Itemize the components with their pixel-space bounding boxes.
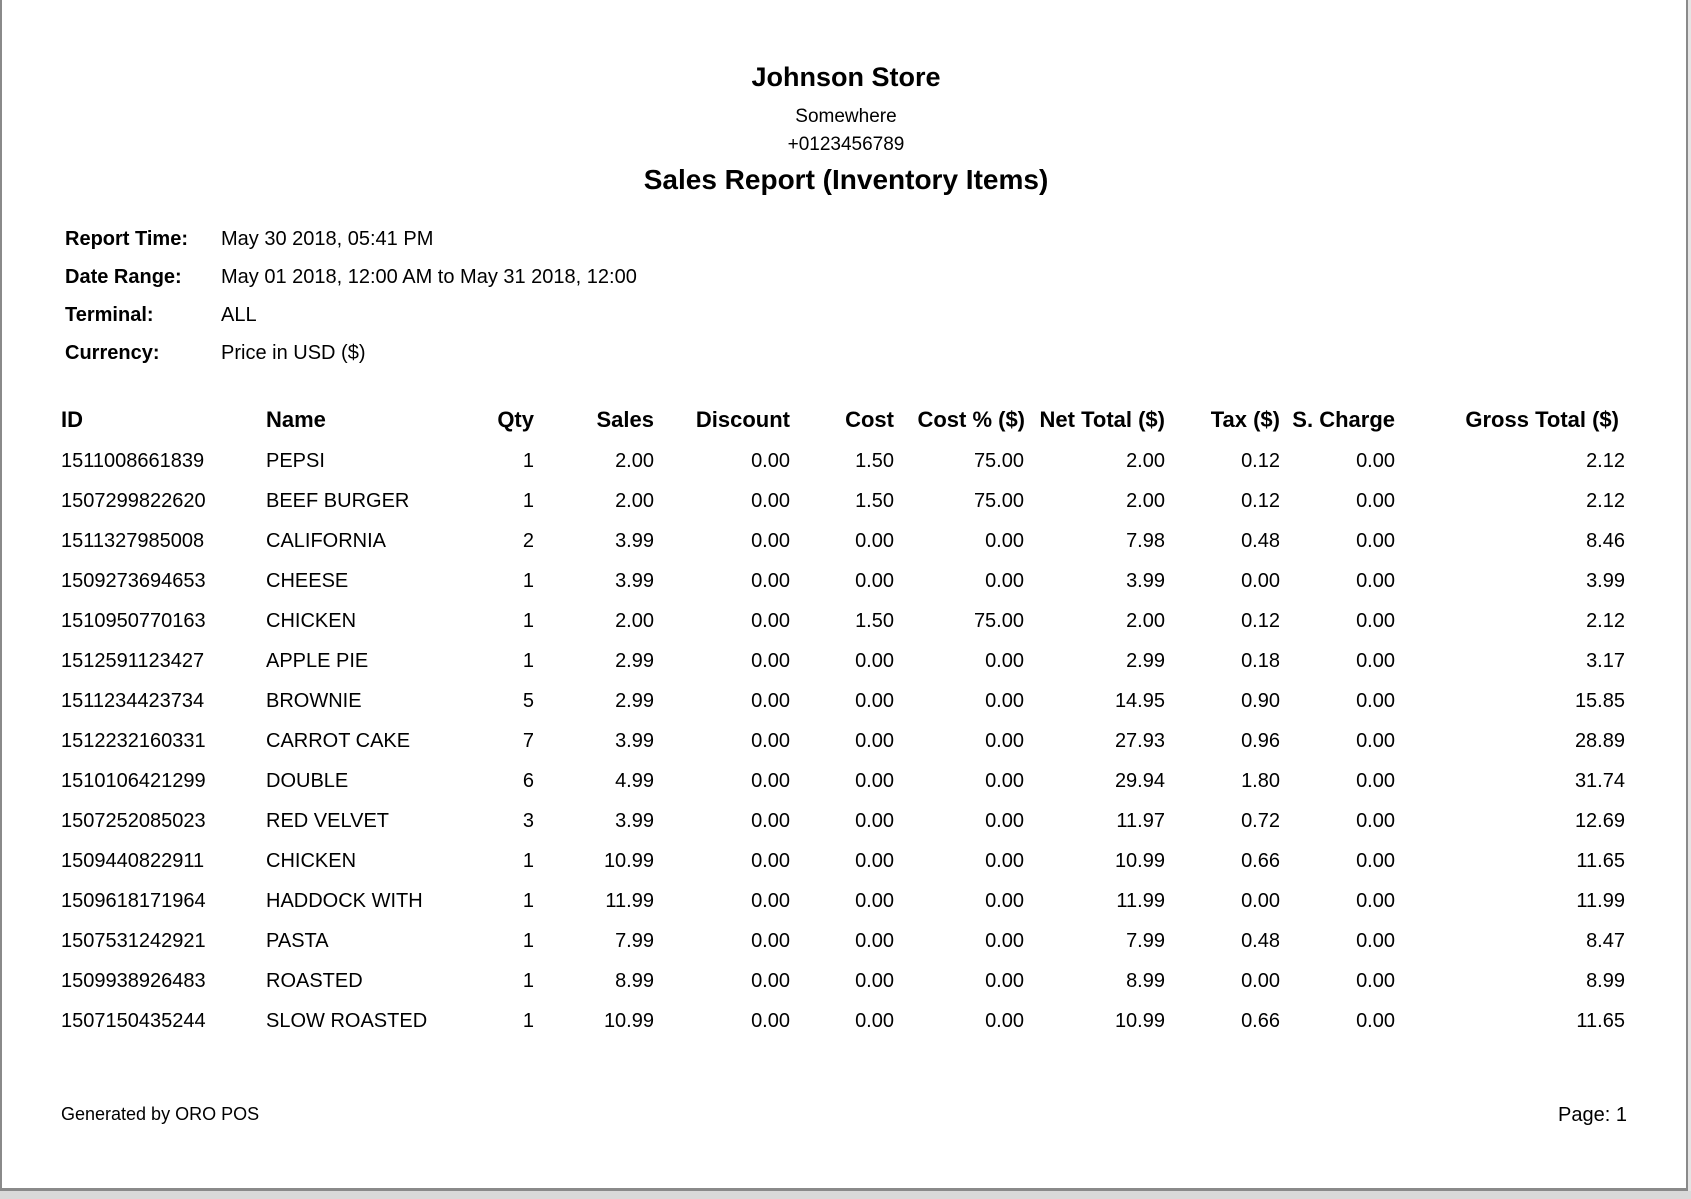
cell-cost-percent: 0.00	[985, 850, 1024, 872]
cell-cost-percent: 0.00	[985, 1010, 1024, 1032]
cell-tax: 0.72	[1241, 810, 1280, 832]
table-row	[2, 726, 1690, 756]
cell-service-charge: 0.00	[1356, 850, 1395, 872]
cell-discount: 0.00	[751, 970, 790, 992]
cell-gross-total: 8.99	[1586, 970, 1625, 992]
cell-tax: 0.12	[1241, 610, 1280, 632]
column-header-qty: Qty	[497, 407, 534, 432]
cell-sales: 2.00	[615, 490, 654, 512]
cell-name: CHICKEN	[266, 850, 357, 872]
cell-tax: 0.48	[1241, 530, 1280, 552]
cell-qty: 7	[522, 730, 534, 752]
cell-net-total: 2.99	[1126, 650, 1165, 672]
cell-cost-percent: 75.00	[973, 610, 1024, 632]
cell-gross-total: 3.17	[1586, 650, 1625, 672]
cell-id: 1512232160331	[61, 730, 206, 752]
cell-service-charge: 0.00	[1356, 970, 1395, 992]
table-row	[2, 766, 1690, 796]
cell-sales: 4.99	[615, 770, 654, 792]
table-row	[2, 1006, 1690, 1036]
cell-net-total: 2.00	[1126, 490, 1165, 512]
cell-discount: 0.00	[751, 1010, 790, 1032]
cell-discount: 0.00	[751, 810, 790, 832]
cell-qty: 1	[522, 850, 534, 872]
cell-qty: 1	[522, 1010, 534, 1032]
cell-id: 1511327985008	[61, 530, 205, 552]
column-header-name: Name	[266, 407, 326, 432]
cell-sales: 10.99	[603, 850, 654, 872]
cell-discount: 0.00	[751, 490, 790, 512]
cell-cost-percent: 0.00	[985, 690, 1024, 712]
page-number: Page: 1	[1558, 1104, 1627, 1126]
table-row	[2, 646, 1690, 676]
cell-cost: 0.00	[855, 850, 894, 872]
column-header-tax: Tax ($)	[1210, 407, 1280, 432]
cell-service-charge: 0.00	[1356, 730, 1395, 752]
cell-id: 1507252085023	[61, 810, 206, 832]
cell-service-charge: 0.00	[1356, 490, 1395, 512]
cell-cost: 0.00	[855, 570, 894, 592]
meta-label: Terminal:	[65, 304, 154, 326]
cell-cost: 0.00	[855, 810, 894, 832]
table-header-row	[2, 405, 1690, 435]
cell-id: 1507299822620	[61, 490, 206, 512]
cell-id: 1509618171964	[61, 890, 206, 912]
cell-cost: 1.50	[855, 490, 894, 512]
cell-net-total: 8.99	[1126, 970, 1165, 992]
page-shadow-bottom	[0, 1191, 1691, 1199]
table-row	[2, 846, 1690, 876]
cell-sales: 2.99	[615, 690, 654, 712]
table-row	[2, 446, 1690, 476]
cell-cost: 0.00	[855, 530, 894, 552]
cell-id: 1512591123427	[61, 650, 205, 672]
cell-qty: 1	[522, 610, 534, 632]
cell-tax: 0.12	[1241, 450, 1280, 472]
cell-cost: 0.00	[855, 1010, 894, 1032]
cell-qty: 1	[522, 930, 534, 952]
table-row	[2, 566, 1690, 596]
cell-tax: 0.66	[1241, 850, 1280, 872]
cell-cost: 1.50	[855, 610, 894, 632]
cell-name: DOUBLE	[266, 770, 349, 792]
cell-cost: 0.00	[855, 690, 894, 712]
cell-discount: 0.00	[751, 890, 790, 912]
cell-gross-total: 2.12	[1586, 450, 1625, 472]
meta-label: Report Time:	[65, 228, 188, 250]
cell-cost: 0.00	[855, 650, 894, 672]
cell-service-charge: 0.00	[1356, 650, 1395, 672]
store-name: Johnson Store	[751, 62, 941, 92]
cell-qty: 1	[522, 650, 534, 672]
column-header-cost: Cost	[845, 407, 894, 432]
cell-qty: 1	[522, 570, 534, 592]
cell-qty: 1	[522, 450, 534, 472]
cell-net-total: 27.93	[1114, 730, 1165, 752]
cell-sales: 3.99	[615, 530, 654, 552]
cell-name: BROWNIE	[266, 690, 362, 712]
cell-net-total: 10.99	[1114, 850, 1165, 872]
cell-sales: 7.99	[615, 930, 654, 952]
cell-tax: 0.00	[1241, 570, 1280, 592]
cell-discount: 0.00	[751, 690, 790, 712]
column-header-service-charge: S. Charge	[1292, 407, 1395, 432]
table-row	[2, 926, 1690, 956]
column-header-gross-total: Gross Total ($)	[1465, 407, 1619, 432]
cell-service-charge: 0.00	[1356, 690, 1395, 712]
cell-cost: 0.00	[855, 890, 894, 912]
cell-name: PASTA	[266, 930, 329, 952]
cell-discount: 0.00	[751, 450, 790, 472]
cell-net-total: 3.99	[1126, 570, 1165, 592]
cell-qty: 1	[522, 490, 534, 512]
cell-service-charge: 0.00	[1356, 570, 1395, 592]
cell-sales: 3.99	[615, 730, 654, 752]
cell-sales: 10.99	[603, 1010, 654, 1032]
cell-tax: 0.00	[1241, 970, 1280, 992]
cell-qty: 6	[522, 770, 534, 792]
cell-qty: 2	[522, 530, 534, 552]
cell-cost: 0.00	[855, 930, 894, 952]
cell-name: CHICKEN	[266, 610, 357, 632]
cell-tax: 0.18	[1241, 650, 1280, 672]
cell-id: 1510950770163	[61, 610, 206, 632]
cell-gross-total: 31.74	[1574, 770, 1625, 792]
cell-sales: 3.99	[615, 570, 654, 592]
cell-sales: 2.00	[615, 450, 654, 472]
cell-discount: 0.00	[751, 570, 790, 592]
cell-cost-percent: 0.00	[985, 930, 1024, 952]
meta-value: ALL	[221, 304, 257, 326]
cell-cost: 0.00	[855, 770, 894, 792]
cell-gross-total: 8.46	[1586, 530, 1625, 552]
cell-name: SLOW ROASTED	[266, 1010, 428, 1032]
cell-tax: 0.00	[1241, 890, 1280, 912]
cell-discount: 0.00	[751, 610, 790, 632]
cell-id: 1509273694653	[61, 570, 206, 592]
cell-gross-total: 11.65	[1576, 850, 1625, 872]
meta-value: Price in USD ($)	[221, 342, 366, 364]
cell-gross-total: 8.47	[1586, 930, 1625, 952]
cell-cost-percent: 0.00	[985, 810, 1024, 832]
cell-gross-total: 12.69	[1574, 810, 1625, 832]
cell-id: 1510106421299	[61, 770, 206, 792]
cell-gross-total: 11.99	[1576, 890, 1625, 912]
cell-tax: 0.96	[1241, 730, 1280, 752]
column-header-sales: Sales	[596, 407, 654, 432]
cell-sales: 3.99	[615, 810, 654, 832]
cell-cost-percent: 0.00	[985, 770, 1024, 792]
cell-name: CALIFORNIA	[266, 530, 387, 552]
cell-sales: 2.99	[615, 650, 654, 672]
cell-qty: 3	[522, 810, 534, 832]
meta-label: Currency:	[65, 342, 160, 364]
cell-id: 1507531242921	[61, 930, 206, 952]
cell-sales: 2.00	[615, 610, 654, 632]
cell-net-total: 2.00	[1126, 610, 1165, 632]
store-phone: +0123456789	[787, 134, 905, 155]
cell-name: HADDOCK WITH	[266, 890, 423, 912]
cell-net-total: 14.95	[1114, 690, 1165, 712]
cell-name: RED VELVET	[266, 810, 389, 832]
column-header-discount: Discount	[695, 407, 790, 432]
column-header-cost-percent: Cost % ($)	[917, 407, 1025, 432]
cell-discount: 0.00	[751, 730, 790, 752]
column-header-id: ID	[61, 407, 83, 432]
cell-discount: 0.00	[751, 650, 790, 672]
cell-qty: 1	[522, 970, 534, 992]
cell-sales: 11.99	[605, 890, 654, 912]
store-address: Somewhere	[795, 106, 897, 127]
cell-discount: 0.00	[751, 530, 790, 552]
cell-cost-percent: 0.00	[985, 890, 1024, 912]
cell-service-charge: 0.00	[1356, 610, 1395, 632]
cell-qty: 1	[522, 890, 534, 912]
cell-net-total: 29.94	[1114, 770, 1165, 792]
cell-name: PEPSI	[266, 450, 325, 472]
generated-by-footer: Generated by ORO POS	[61, 1104, 260, 1124]
cell-net-total: 2.00	[1126, 450, 1165, 472]
cell-service-charge: 0.00	[1356, 810, 1395, 832]
report-title: Sales Report (Inventory Items)	[643, 164, 1049, 195]
meta-label: Date Range:	[65, 266, 182, 288]
table-row	[2, 606, 1690, 636]
cell-gross-total: 3.99	[1586, 570, 1625, 592]
cell-tax: 1.80	[1241, 770, 1280, 792]
cell-service-charge: 0.00	[1356, 930, 1395, 952]
table-row	[2, 526, 1690, 556]
table-row	[2, 886, 1690, 916]
table-row	[2, 966, 1690, 996]
cell-service-charge: 0.00	[1356, 1010, 1395, 1032]
cell-cost-percent: 0.00	[985, 650, 1024, 672]
cell-id: 1509440822911	[61, 850, 205, 872]
table-row	[2, 486, 1690, 516]
cell-gross-total: 2.12	[1586, 610, 1625, 632]
cell-discount: 0.00	[751, 770, 790, 792]
cell-cost-percent: 0.00	[985, 730, 1024, 752]
cell-net-total: 10.99	[1114, 1010, 1165, 1032]
cell-tax: 0.66	[1241, 1010, 1280, 1032]
cell-cost: 1.50	[855, 450, 894, 472]
cell-cost-percent: 75.00	[973, 450, 1024, 472]
cell-net-total: 11.97	[1116, 810, 1165, 832]
cell-cost-percent: 0.00	[985, 970, 1024, 992]
cell-cost: 0.00	[855, 970, 894, 992]
table-row	[2, 806, 1690, 836]
cell-name: BEEF BURGER	[266, 490, 410, 512]
cell-tax: 0.12	[1241, 490, 1280, 512]
column-header-net-total: Net Total ($)	[1039, 407, 1165, 432]
cell-discount: 0.00	[751, 850, 790, 872]
cell-net-total: 7.98	[1126, 530, 1165, 552]
cell-gross-total: 11.65	[1576, 1010, 1625, 1032]
cell-name: CARROT CAKE	[266, 730, 411, 752]
cell-cost-percent: 0.00	[985, 530, 1024, 552]
cell-cost-percent: 75.00	[973, 490, 1024, 512]
cell-name: CHEESE	[266, 570, 349, 592]
cell-tax: 0.48	[1241, 930, 1280, 952]
cell-service-charge: 0.00	[1356, 450, 1395, 472]
cell-id: 1511234423734	[61, 690, 205, 712]
cell-id: 1511008661839	[61, 450, 205, 472]
cell-service-charge: 0.00	[1356, 530, 1395, 552]
table-row	[2, 686, 1690, 716]
meta-value: May 30 2018, 05:41 PM	[221, 228, 434, 250]
cell-gross-total: 2.12	[1586, 490, 1625, 512]
cell-cost: 0.00	[855, 730, 894, 752]
cell-service-charge: 0.00	[1356, 890, 1395, 912]
cell-cost-percent: 0.00	[985, 570, 1024, 592]
cell-id: 1509938926483	[61, 970, 206, 992]
cell-qty: 5	[522, 690, 534, 712]
cell-gross-total: 28.89	[1574, 730, 1625, 752]
cell-id: 1507150435244	[61, 1010, 206, 1032]
cell-discount: 0.00	[751, 930, 790, 952]
cell-name: APPLE PIE	[266, 650, 369, 672]
cell-sales: 8.99	[615, 970, 654, 992]
cell-tax: 0.90	[1241, 690, 1280, 712]
cell-net-total: 11.99	[1116, 890, 1165, 912]
cell-service-charge: 0.00	[1356, 770, 1395, 792]
meta-value: May 01 2018, 12:00 AM to May 31 2018, 12:00	[221, 266, 637, 288]
cell-gross-total: 15.85	[1574, 690, 1625, 712]
cell-name: ROASTED	[266, 970, 363, 992]
cell-net-total: 7.99	[1126, 930, 1165, 952]
